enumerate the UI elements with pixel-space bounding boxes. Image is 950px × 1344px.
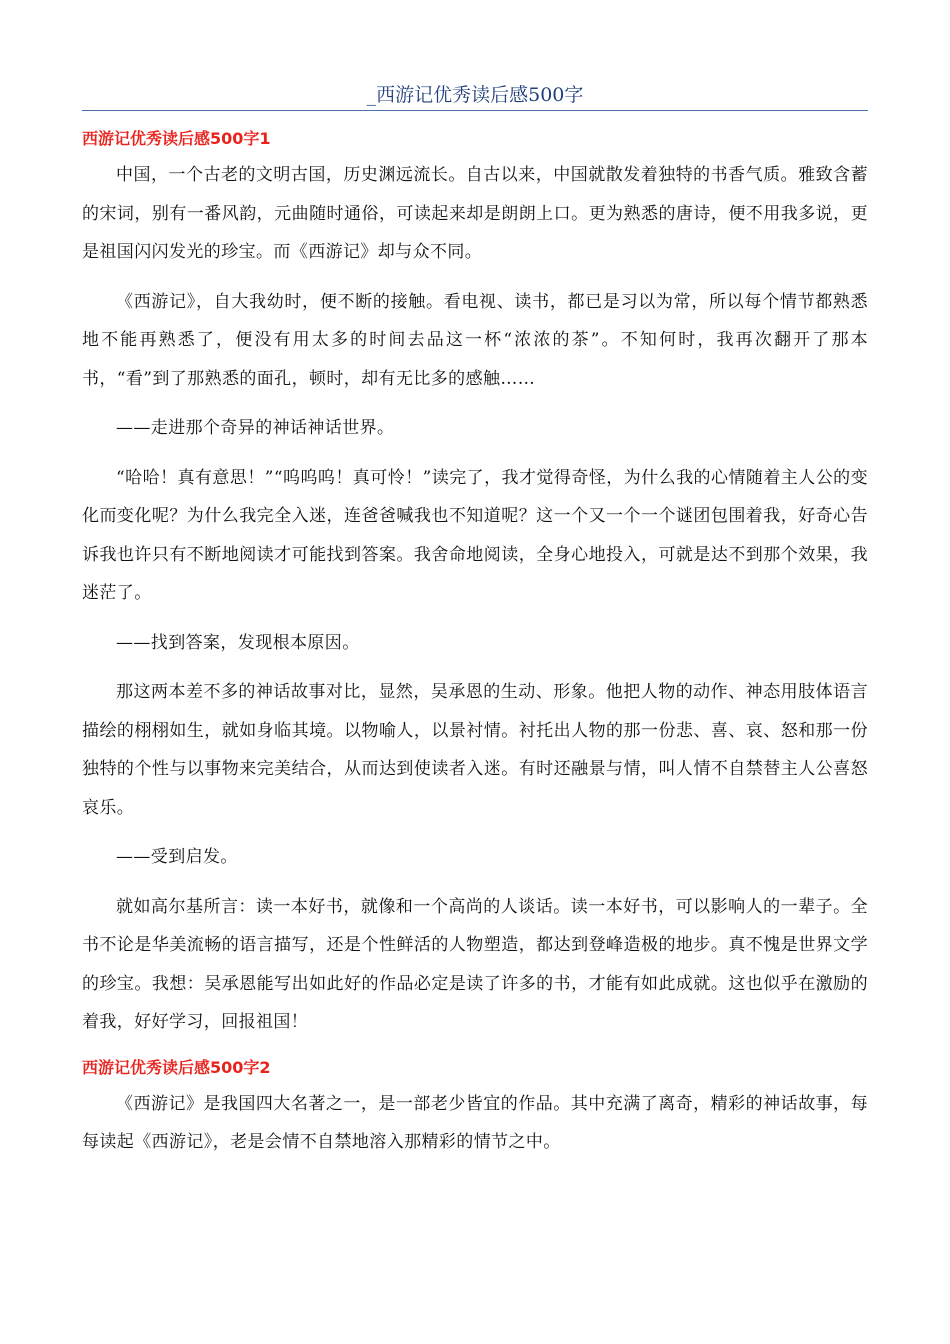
section-1-paragraph-6: 那这两本差不多的神话故事对比，显然，吴承恩的生动、形象。他把人物的动作、神态用肢体语言描绘的栩栩如生，就如身临其境。以物喻人，以景衬情。衬托出人物的那一份悲、喜、哀、怒和那一份独特的个性与以事物来完美结合，从而达到使读者入迷。有时还融景与情，叫人情不自禁替主人公喜怒哀乐。 bbox=[82, 682, 868, 818]
section-1-paragraph-8: 就如高尔基所言：读一本好书，就像和一个高尚的人谈话。读一本好书，可以影响人的一辈子。全书不论是华美流畅的语言描写，还是个性鲜活的人物塑造，都达到登峰造极的地步。真不愧是世界文学的珍宝。我想：吴承恩能写出如此好的作品必定是读了许多的书，才能有如此成就。这也似乎在激励的着我，好好学习，回报祖国！ bbox=[82, 896, 868, 1032]
section-1-title: 西游记优秀读后感500字1 bbox=[82, 129, 271, 148]
page-header bbox=[82, 82, 868, 111]
section-1-paragraph-1: 中国，一个古老的文明古国，历史渊远流长。自古以来，中国就散发着独特的书香气质。雅致含蓄的宋词，别有一番风韵，元曲随时通俗，可读起来却是朗朗上口。更为熟悉的唐诗，便不用我多说，更是祖国闪闪发光的珍宝。而《西游记》却与众不同。 bbox=[82, 165, 868, 262]
document-body bbox=[82, 124, 868, 1173]
section-1-paragraph-3: ——走进那个奇异的神话神话世界。 bbox=[116, 418, 395, 438]
section-1-paragraph-5: ——找到答案，发现根本原因。 bbox=[116, 632, 360, 653]
section-1-paragraph-7: ——受到启发。 bbox=[116, 847, 238, 867]
page-header-title: _西游记优秀读后感500字 bbox=[366, 84, 584, 106]
section-2-paragraph-1: 《西游记》是我国四大名著之一，是一部老少皆宜的作品。其中充满了离奇，精彩的神话故事，每每读起《西游记》，老是会情不自禁地溶入那精彩的情节之中。 bbox=[82, 1093, 868, 1152]
section-1-paragraph-2: 《西游记》，自大我幼时，便不断的接触。看电视、读书，都已是习以为常，所以每个情节都熟悉地不能再熟悉了，便没有用太多的时间去品这一杯“浓浓的茶”。不知何时，我再次翻开了那本书，“看”到了那熟悉的面孔，顿时，却有无比多的感触…… bbox=[82, 291, 868, 389]
section-2-title: 西游记优秀读后感500字2 bbox=[82, 1057, 271, 1077]
section-1-paragraph-4: “哈哈！真有意思！”“呜呜呜！真可怜！”读完了，我才觉得奇怪，为什么我的心情随着主人公的变化而变化呢？为什么我完全入迷，连爸爸喊我也不知道呢？这一个又一个一个谜团包围着我，好奇心告诉我也许只有不断地阅读才可能找到答案。我舍命地阅读，全身心地投入，可就是达不到那个效果，我迷茫了。 bbox=[82, 467, 868, 603]
